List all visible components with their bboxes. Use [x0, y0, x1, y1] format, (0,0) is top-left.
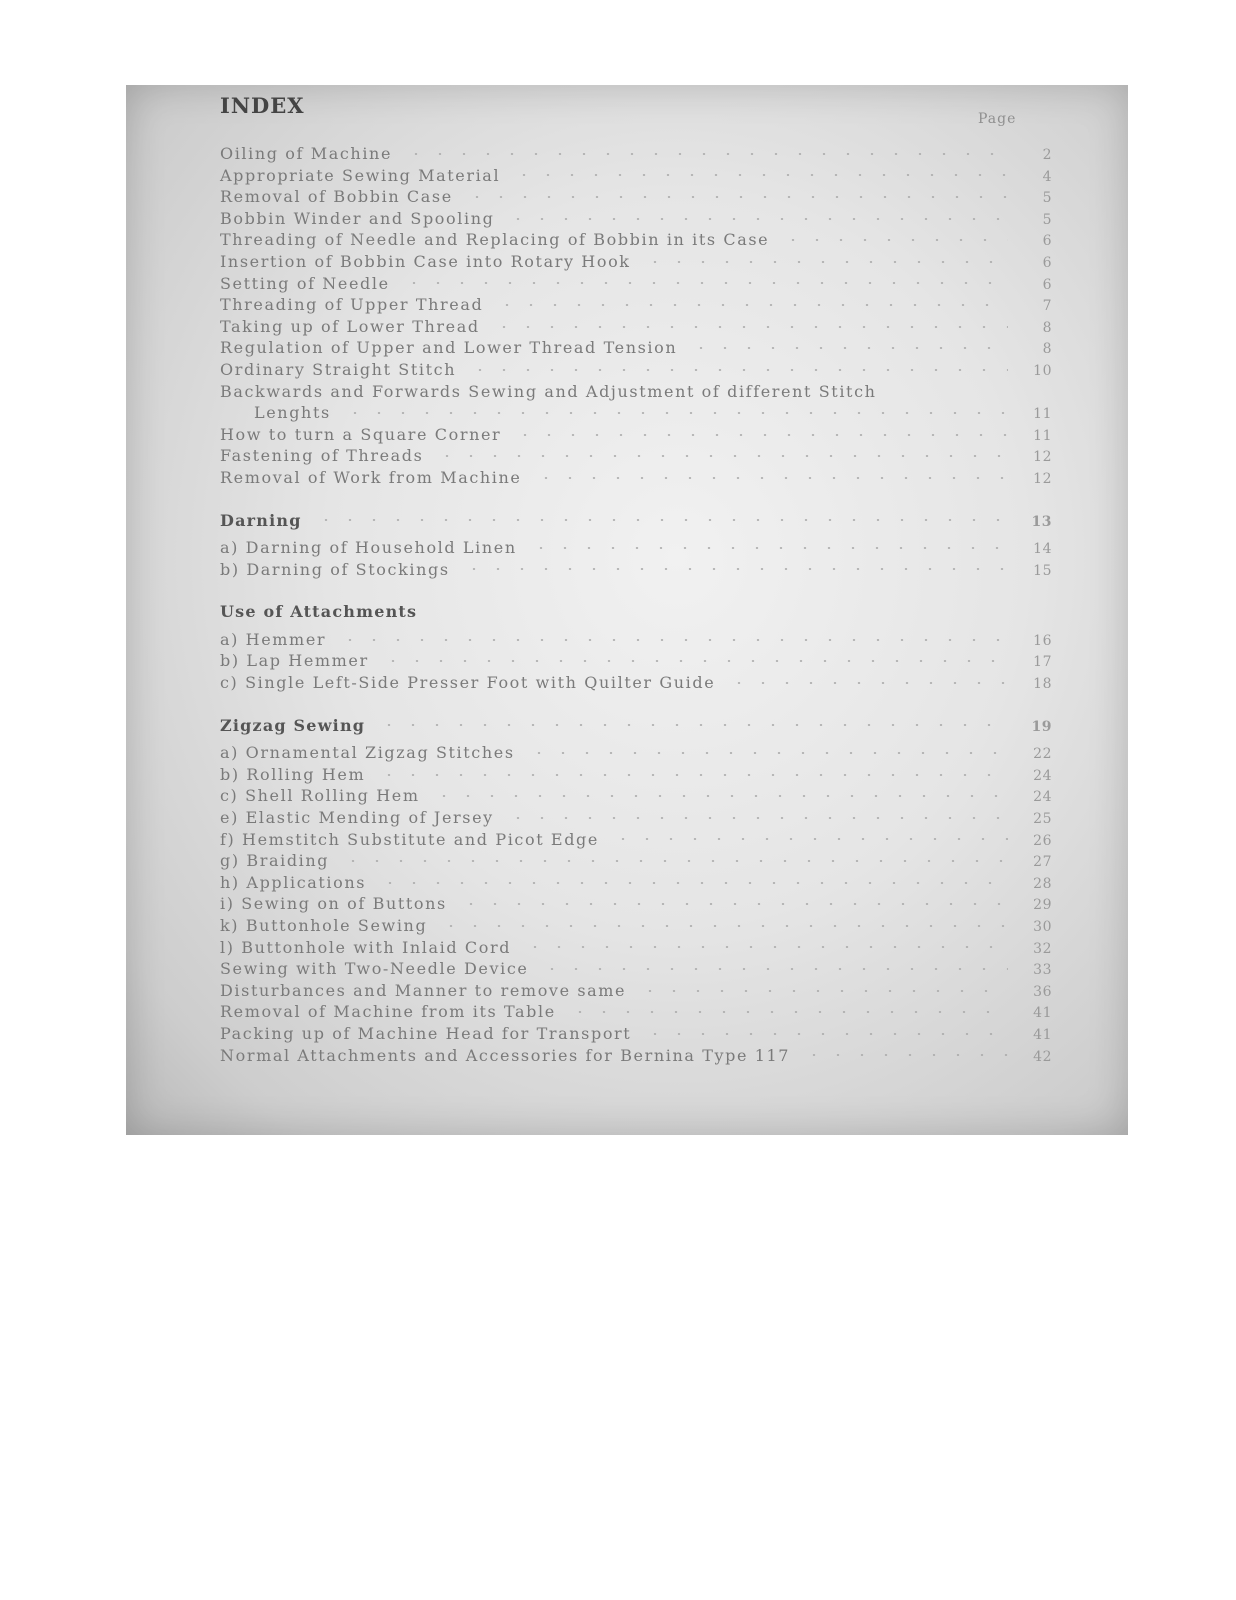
entry-page: 19	[1031, 718, 1052, 735]
dot-leader	[378, 882, 1008, 884]
index-entry	[220, 359, 1052, 381]
entry-label: Setting of Needle	[220, 273, 390, 293]
entry-page: 4	[1042, 168, 1052, 185]
dot-leader	[638, 990, 1008, 992]
index-title: INDEX	[220, 93, 305, 118]
index-entry	[220, 381, 1052, 403]
entry-label: Lenghts	[254, 403, 331, 423]
entry-label: g) Braiding	[220, 851, 330, 871]
index-entry	[220, 850, 1052, 872]
index-entry	[220, 251, 1052, 273]
index-entry	[220, 165, 1052, 187]
dot-leader	[468, 369, 1008, 371]
index-entry	[220, 402, 1052, 424]
dot-leader	[534, 477, 1008, 479]
entry-page: 16	[1033, 632, 1052, 649]
entry-label: b) Darning of Stockings	[220, 559, 450, 579]
index-entry	[220, 316, 1052, 338]
dot-leader	[432, 795, 1008, 797]
entry-page: 33	[1033, 962, 1052, 979]
index-entry	[220, 273, 1052, 295]
index-entry	[220, 872, 1052, 894]
entry-label: Removal of Bobbin Case	[220, 187, 453, 207]
dot-leader	[513, 434, 1008, 436]
entry-label: i) Sewing on of Buttons	[220, 894, 447, 914]
entry-label: c) Shell Rolling Hem	[220, 786, 420, 806]
dot-leader	[506, 817, 1008, 819]
dot-leader	[527, 752, 1008, 754]
entry-label: Oiling of Machine	[220, 144, 393, 163]
entry-label: Fastening of Threads	[220, 446, 424, 466]
index-entry	[220, 829, 1052, 851]
entry-page: 25	[1033, 811, 1052, 828]
entry-label: Removal of Machine from its Table	[220, 1002, 556, 1022]
section-heading: Zigzag Sewing	[220, 715, 366, 735]
dot-leader	[377, 774, 1008, 776]
dot-leader	[523, 946, 1008, 948]
dot-leader	[435, 455, 1008, 457]
dot-leader	[381, 660, 1008, 662]
entry-label: Sewing with Two-Needle Device	[220, 959, 529, 979]
dot-leader	[439, 925, 1008, 927]
index-entry	[220, 764, 1052, 786]
index-entry	[220, 937, 1052, 959]
section-heading-darning	[220, 510, 1052, 532]
entry-page: 11	[1033, 427, 1052, 444]
entry-label: Taking up of Lower Thread	[220, 316, 480, 336]
entry-label: a) Darning of Household Linen	[220, 538, 517, 558]
entry-page: 14	[1033, 541, 1052, 558]
entry-label: Ordinary Straight Stitch	[220, 359, 457, 379]
index-entry	[220, 915, 1052, 937]
entry-page: 5	[1042, 211, 1052, 228]
entry-label: a) Hemmer	[220, 629, 327, 649]
entry-label: c) Single Left-Side Presser Foot with Quilter Guide	[220, 673, 716, 693]
entry-label: b) Lap Hemmer	[220, 651, 369, 671]
entry-page: 41	[1033, 1005, 1052, 1022]
entry-page: 10	[1033, 362, 1052, 379]
index-entry	[220, 1001, 1052, 1023]
scanned-index-page	[126, 85, 1128, 1135]
entry-page: 6	[1042, 276, 1052, 293]
dot-leader	[341, 860, 1008, 862]
section-heading-zigzag	[220, 715, 1052, 737]
entry-label: How to turn a Square Corner	[220, 424, 502, 444]
dot-leader	[377, 724, 1008, 726]
dot-leader	[495, 304, 1008, 306]
entry-page: 18	[1033, 676, 1052, 693]
entry-label: Removal of Work from Machine	[220, 467, 522, 487]
dot-leader	[492, 326, 1008, 328]
dot-leader	[643, 261, 1008, 263]
section-heading-attachments	[220, 601, 1052, 623]
index-entry	[220, 337, 1052, 359]
index-entry	[220, 1045, 1052, 1067]
entry-page: 17	[1033, 654, 1052, 671]
index-entry	[220, 893, 1052, 915]
dot-leader	[462, 568, 1008, 570]
entry-page: 2	[1042, 147, 1052, 163]
entry-label: h) Applications	[220, 872, 367, 892]
index-entry	[220, 958, 1052, 980]
dot-leader	[727, 682, 1008, 684]
section-heading: Darning	[220, 510, 302, 530]
index-entry	[220, 629, 1052, 651]
entry-label: e) Elastic Mending of Jersey	[220, 808, 494, 828]
index-entry	[220, 143, 1052, 165]
dot-leader	[343, 412, 1008, 414]
index-entry	[220, 467, 1052, 489]
entry-page: 41	[1033, 1026, 1052, 1043]
entry-page: 28	[1033, 875, 1052, 892]
entry-page: 12	[1033, 449, 1052, 466]
entry-page: 24	[1033, 767, 1052, 784]
dot-leader	[506, 218, 1008, 220]
entry-page: 26	[1033, 832, 1052, 849]
index-entry	[220, 294, 1052, 316]
entry-page: 15	[1033, 562, 1052, 579]
dot-leader	[611, 838, 1008, 840]
entry-page: 32	[1033, 940, 1052, 957]
entry-page: 29	[1033, 897, 1052, 914]
index-entry	[220, 785, 1052, 807]
entry-page: 7	[1042, 298, 1052, 315]
dot-leader	[459, 903, 1008, 905]
entry-label: Threading of Needle and Replacing of Bobbin in its Case	[220, 230, 770, 250]
section-gap	[220, 489, 1052, 510]
index-entry	[220, 650, 1052, 672]
dot-leader	[402, 282, 1008, 284]
entry-label: Disturbances and Manner to remove same	[220, 980, 627, 1000]
entry-label: Normal Attachments and Accessories for Bernina Type 117	[220, 1045, 791, 1065]
dot-leader	[404, 153, 1008, 155]
index-entry	[220, 1023, 1052, 1045]
entry-label: Regulation of Upper and Lower Thread Tension	[220, 338, 678, 358]
entry-label: Appropriate Sewing Material	[220, 165, 501, 185]
entry-page: 30	[1033, 919, 1052, 935]
index-entry	[220, 424, 1052, 446]
entry-label: Bobbin Winder and Spooling	[220, 208, 495, 228]
index-entry	[220, 537, 1052, 559]
index-entry	[220, 672, 1052, 694]
section-gap	[220, 694, 1052, 715]
entry-label: Insertion of Bobbin Case into Rotary Hook	[220, 251, 631, 271]
index-entry	[220, 186, 1052, 208]
entry-label: b) Rolling Hem	[220, 764, 366, 784]
dot-leader	[802, 1054, 1008, 1056]
entry-page: 6	[1042, 254, 1052, 271]
entry-page: 5	[1042, 190, 1052, 207]
entry-page: 6	[1042, 233, 1052, 250]
dot-leader	[529, 547, 1008, 549]
page-column-header: Page	[978, 111, 1017, 127]
entry-page: 24	[1033, 789, 1052, 806]
dot-leader	[781, 239, 1008, 241]
entry-label: Backwards and Forwards Sewing and Adjustment of different Stitch	[220, 381, 877, 401]
entry-page: 11	[1033, 406, 1052, 423]
entry-page: 13	[1031, 513, 1052, 530]
entry-page: 36	[1033, 983, 1052, 1000]
entry-label: a) Ornamental Zigzag Stitches	[220, 743, 515, 763]
index-entry	[220, 742, 1052, 764]
index-entry	[220, 807, 1052, 829]
entry-label: Threading of Upper Thread	[220, 295, 484, 315]
entry-label: Packing up of Machine Head for Transport	[220, 1023, 632, 1043]
dot-leader	[314, 519, 1008, 521]
index-entry	[220, 229, 1052, 251]
dot-leader	[512, 174, 1008, 176]
entry-page: 27	[1033, 854, 1052, 871]
index-entry	[220, 445, 1052, 467]
dot-leader	[568, 1011, 1008, 1013]
index-entry	[220, 208, 1052, 230]
section-heading: Use of Attachments	[220, 602, 418, 622]
entry-label: f) Hemstitch Substitute and Picot Edge	[220, 829, 599, 849]
entry-page: 42	[1033, 1048, 1052, 1065]
index-entry	[220, 559, 1052, 581]
entry-page: 22	[1033, 746, 1052, 763]
index-entry	[220, 980, 1052, 1002]
entry-page: 12	[1033, 470, 1052, 487]
dot-leader	[540, 968, 1008, 970]
dot-leader	[643, 1033, 1008, 1035]
entry-page: 8	[1042, 319, 1052, 336]
dot-leader	[465, 196, 1008, 198]
entry-label: l) Buttonhole with Inlaid Cord	[220, 937, 512, 957]
section-gap	[220, 580, 1052, 601]
entry-page: 8	[1042, 341, 1052, 358]
index-entries	[220, 143, 1052, 1066]
entry-label: k) Buttonhole Sewing	[220, 916, 428, 935]
dot-leader	[689, 347, 1008, 349]
dot-leader	[338, 639, 1008, 641]
